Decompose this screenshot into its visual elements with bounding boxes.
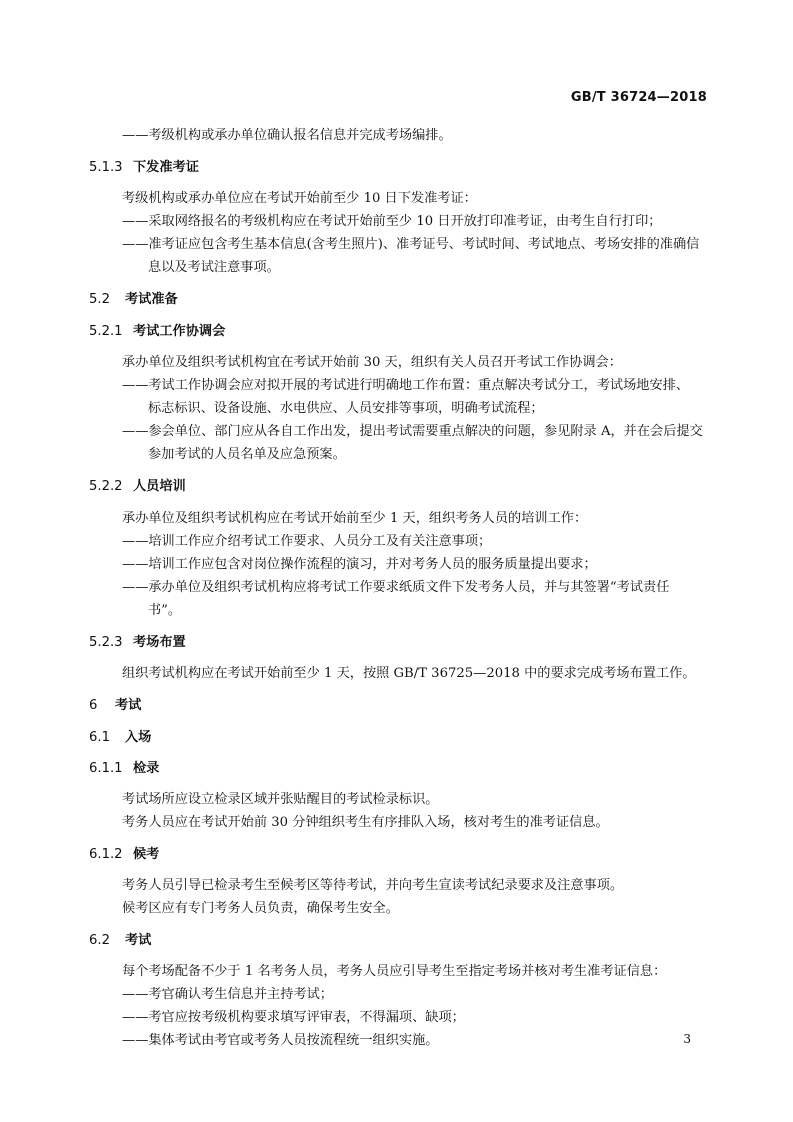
section-heading-6-1-1 <box>89 760 159 778</box>
section-title: 检录 <box>133 761 160 776</box>
section-title: 入场 <box>125 730 152 745</box>
list-item: ——考试工作协调会应对拟开展的考试进行明确地工作布置：重点解决考试分工，考试场地安排、 <box>122 378 690 393</box>
paragraph: 考级机构或承办单位应在考试开始前至少 10 日下发准考证： <box>122 191 477 206</box>
list-item-continuation: 标志标识、设备设施、水电供应、人员安排等事项，明确考试流程； <box>148 401 544 416</box>
section-number: 6.2 <box>89 933 110 948</box>
section-title: 考试工作协调会 <box>133 324 226 339</box>
paragraph: 每个考场配备不少于 1 名考务人员，考务人员应引导考生至指定考场并核对考生准考证信息： <box>122 964 667 979</box>
section-number: 5.2 <box>89 292 110 307</box>
section-heading-6-1-2 <box>89 846 159 864</box>
section-heading-6 <box>89 697 141 715</box>
section-number: 5.1.3 <box>89 160 123 175</box>
list-item: ——采取网络报名的考级机构应在考试开始前至少 10 日开放打印准考证，由考生自行打印； <box>122 214 662 229</box>
section-title: 考试准备 <box>125 292 178 307</box>
list-item: ——参会单位、部门应从各自工作出发，提出考试需要重点解决的问题，参见附录 A，并在会后提交 <box>122 424 703 439</box>
page-number: 3 <box>683 1032 691 1046</box>
section-title: 下发准考证 <box>133 160 199 175</box>
paragraph: 考务人员应在考试开始前 30 分钟组织考生有序排队入场，核对考生的准考证信息。 <box>122 815 609 830</box>
section-number: 5.2.3 <box>89 635 123 650</box>
standard-code: GB/T 36724—2018 <box>570 90 707 105</box>
paragraph: 候考区应有专门考务人员负责，确保考生安全。 <box>122 901 399 916</box>
list-item-continuation: 书”。 <box>148 603 182 618</box>
section-number: 5.2.2 <box>89 479 123 494</box>
section-number: 6.1.2 <box>89 847 123 862</box>
section-number: 6 <box>89 698 98 713</box>
section-title: 人员培训 <box>133 479 186 494</box>
section-heading-6-2 <box>89 932 151 950</box>
list-item: ——培训工作应包含对岗位操作流程的演习，并对考务人员的服务质量提出要求； <box>122 557 597 572</box>
paragraph: 组织考试机构应在考试开始前至少 1 天，按照 GB/T 36725—2018 中的要求完成考场布置工作。 <box>122 666 696 681</box>
list-item-continuation: 息以及考试注意事项。 <box>148 260 280 275</box>
section-heading-5-2-3 <box>89 634 186 652</box>
section-number: 6.1.1 <box>89 761 123 776</box>
section-number: 6.1 <box>89 730 110 745</box>
paragraph: 考务人员引导已检录考生至候考区等待考试，并向考生宣读考试纪录要求及注意事项。 <box>122 878 624 893</box>
section-heading-6-1 <box>89 729 151 747</box>
section-heading-5-2-1 <box>89 323 225 341</box>
list-item: ——培训工作应介绍考试工作要求、人员分工及有关注意事项； <box>122 534 492 549</box>
section-title: 考场布置 <box>133 635 186 650</box>
section-title: 考试 <box>125 933 152 948</box>
section-heading-5-2-2 <box>89 478 186 496</box>
list-item: ——准考证应包含考生基本信息(含考生照片)、准考证号、考试时间、考试地点、考场安排的准确信 <box>122 237 700 252</box>
paragraph: 考试场所应设立检录区域并张贴醒目的考试检录标识。 <box>122 792 439 807</box>
section-number: 5.2.1 <box>89 324 123 339</box>
section-title: 考试 <box>115 698 142 713</box>
list-item: ——承办单位及组织考试机构应将考试工作要求纸质文件下发考务人员，并与其签署“考试责任 <box>122 580 670 595</box>
section-heading-5-1-3 <box>89 159 199 177</box>
paragraph: 承办单位及组织考试机构宜在考试开始前 30 天，组织有关人员召开考试工作协调会： <box>122 355 622 370</box>
section-heading-5-2 <box>89 291 178 309</box>
list-item: ——集体考试由考官或考务人员按流程统一组织实施。 <box>122 1033 439 1048</box>
list-item: ——考级机构或承办单位确认报名信息并完成考场编排。 <box>122 128 452 143</box>
paragraph: 承办单位及组织考试机构应在考试开始前至少 1 天，组织考务人员的培训工作： <box>122 511 588 526</box>
list-item: ——考官应按考级机构要求填写评审表，不得漏项、缺项； <box>122 1010 465 1025</box>
list-item-continuation: 参加考试的人员名单及应急预案。 <box>148 447 346 462</box>
list-item: ——考官确认考生信息并主持考试； <box>122 987 333 1002</box>
section-title: 候考 <box>133 847 160 862</box>
